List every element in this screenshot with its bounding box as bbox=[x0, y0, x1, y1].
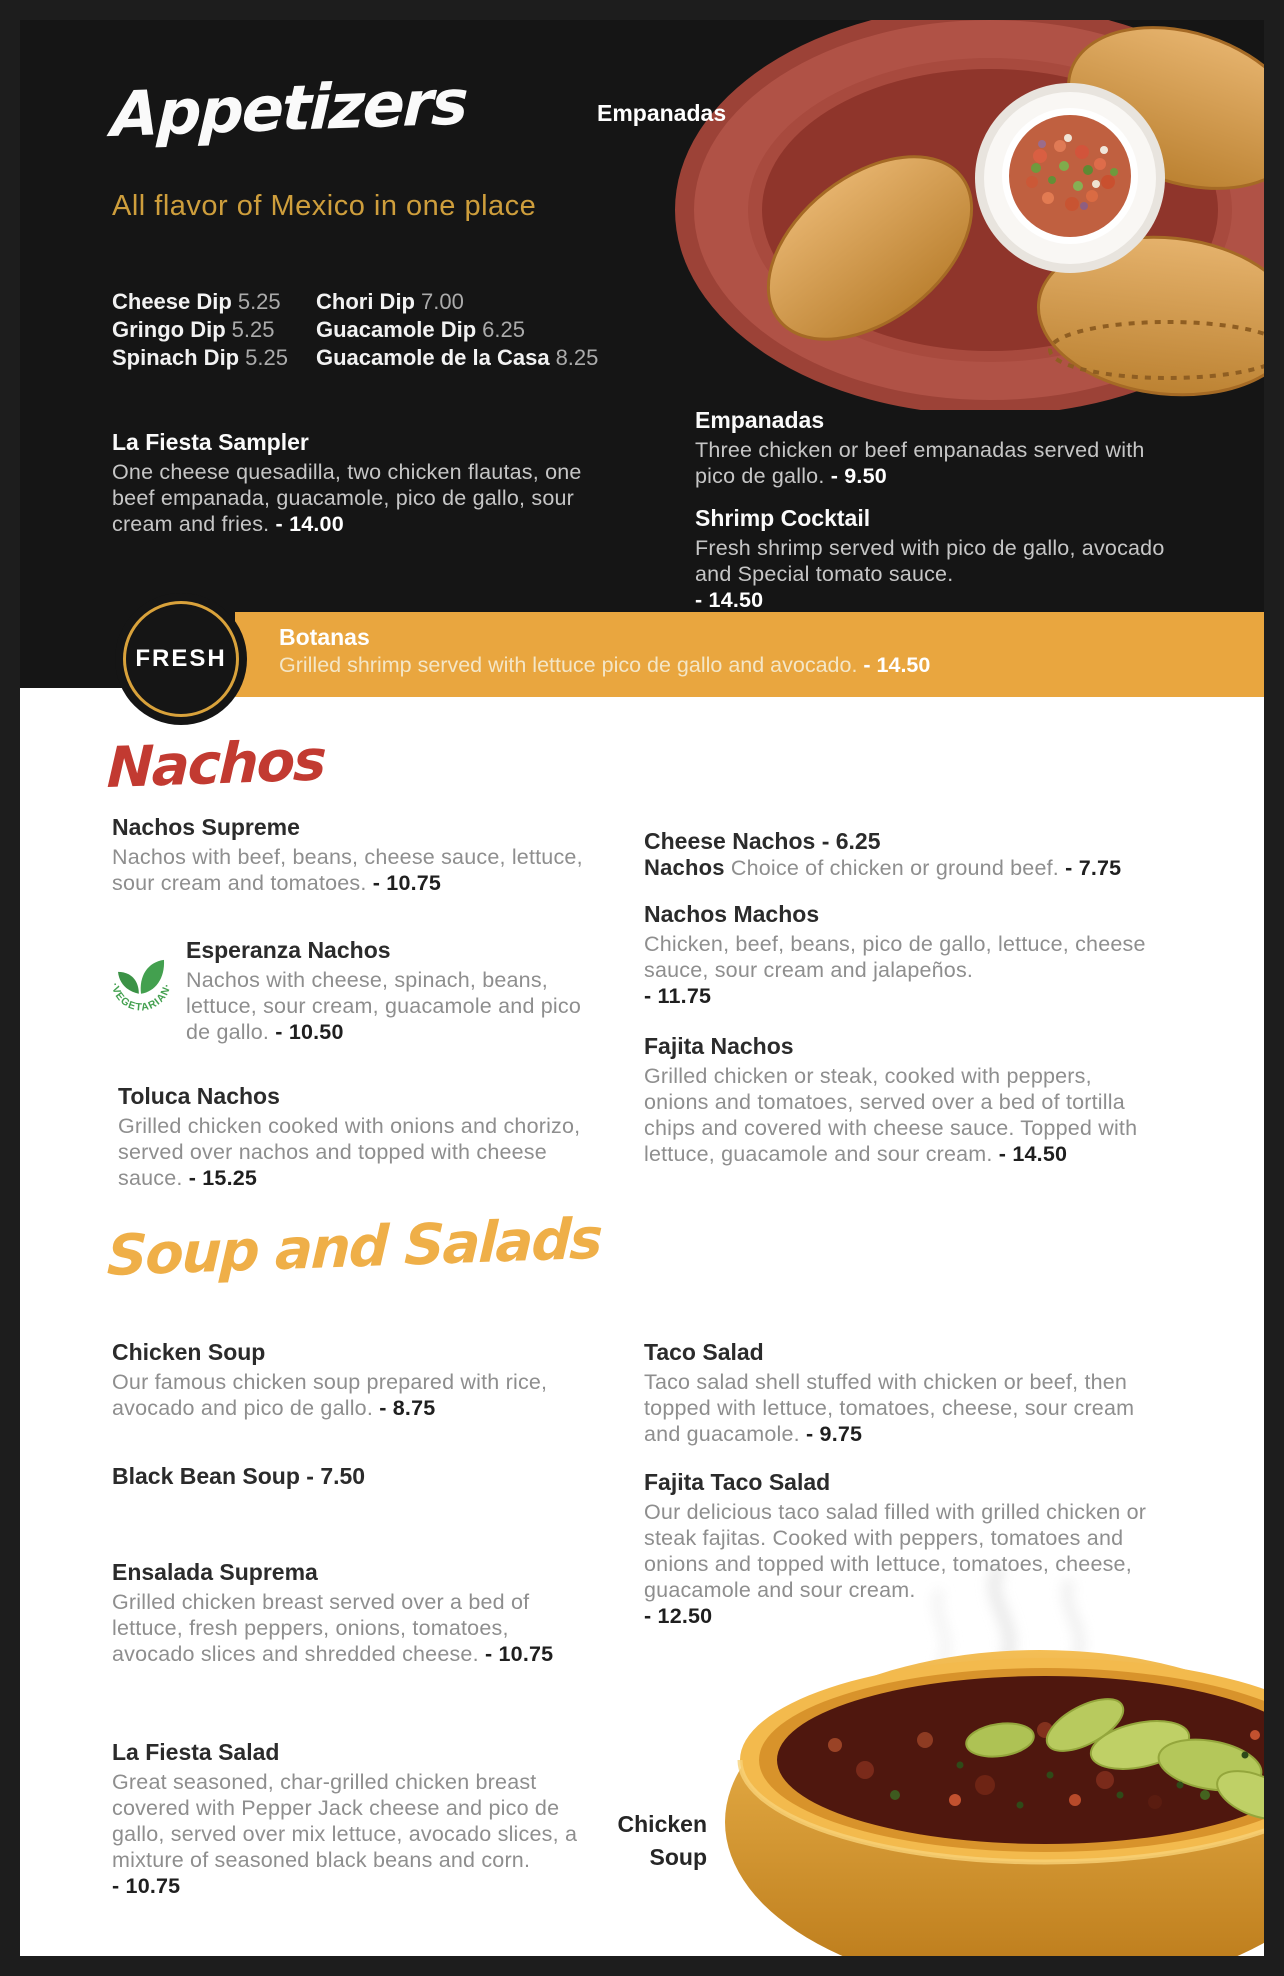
item-desc bbox=[112, 1369, 592, 1421]
dip-name: Guacamole de la Casa bbox=[316, 345, 550, 370]
menu-item-ensalada-suprema bbox=[112, 1558, 582, 1667]
menu-item-nachos-machos bbox=[644, 900, 1154, 1009]
menu-page bbox=[20, 20, 1264, 1956]
item-price-line bbox=[695, 587, 1185, 613]
dip-item bbox=[112, 344, 288, 372]
banner-item-name: Botanas bbox=[279, 624, 370, 650]
item-price: - 9.50 bbox=[830, 464, 887, 488]
item-desc bbox=[186, 967, 606, 1045]
menu-item-fajita-taco-salad bbox=[644, 1468, 1164, 1629]
empanadas-photo-label: Empanadas bbox=[597, 100, 727, 126]
item-name: Toluca Nachos bbox=[118, 1083, 280, 1109]
item-name: Esperanza Nachos bbox=[186, 937, 391, 963]
item-desc-text: Grilled chicken breast served over a bed of lettuce, fresh peppers, onions, tomatoes, avocado slices and shredded cheese. bbox=[112, 1590, 530, 1666]
menu-item-la-fiesta-sampler bbox=[112, 428, 602, 537]
item-price-line bbox=[644, 1603, 1164, 1629]
menu-item-shrimp-cocktail bbox=[695, 504, 1185, 613]
dip-item bbox=[316, 316, 598, 344]
dip-item bbox=[112, 288, 288, 316]
item-price: - 8.75 bbox=[379, 1396, 436, 1420]
item-name: Nachos Machos bbox=[644, 901, 820, 927]
banner-item-desc bbox=[279, 651, 1264, 679]
item-desc bbox=[118, 1113, 588, 1191]
banner-desc-text: Grilled shrimp served with lettuce pico de gallo and avocado. bbox=[279, 653, 858, 677]
item-name: Fajita Nachos bbox=[644, 1033, 794, 1059]
fresh-badge bbox=[115, 593, 247, 725]
item-desc bbox=[644, 931, 1154, 983]
appetizers-subtitle: All flavor of Mexico in one place bbox=[112, 190, 537, 222]
item-name: Black Bean Soup - 7.50 bbox=[112, 1463, 366, 1489]
dip-name: Chori Dip bbox=[316, 289, 415, 314]
item-price: - 11.75 bbox=[644, 984, 712, 1008]
item-price: - 14.50 bbox=[695, 588, 764, 612]
item-desc bbox=[112, 1589, 582, 1667]
leaf-large bbox=[141, 960, 164, 994]
dip-price: 5.25 bbox=[245, 345, 288, 370]
item-price: - 12.50 bbox=[644, 1604, 713, 1628]
menu-item-taco-salad bbox=[644, 1338, 1159, 1447]
dip-price: 6.25 bbox=[482, 317, 525, 342]
fresh-badge-label: FRESH bbox=[135, 645, 227, 672]
item-desc bbox=[644, 1369, 1159, 1447]
dips-column-1 bbox=[112, 288, 288, 372]
empanadas-photo bbox=[620, 20, 1264, 410]
item-desc bbox=[112, 844, 592, 896]
item-name: Nachos Supreme bbox=[112, 814, 300, 840]
item-price: - 7.75 bbox=[1065, 856, 1122, 880]
menu-item-black-bean-soup bbox=[112, 1462, 592, 1493]
item-desc-text: Nachos with beef, beans, cheese sauce, lettuce, sour cream and tomatoes. bbox=[112, 845, 583, 895]
item-desc-text: Chicken, beef, beans, pico de gallo, lettuce, cheese sauce, sour cream and jalapeños. bbox=[644, 932, 1146, 982]
dip-name: Guacamole Dip bbox=[316, 317, 477, 342]
item-name: Empanadas bbox=[695, 407, 825, 433]
banner-item-price: - 14.50 bbox=[863, 653, 931, 677]
appetizers-section bbox=[20, 20, 1264, 688]
item-desc-text: Choice of chicken or ground beef. bbox=[730, 856, 1059, 880]
item-name: Ensalada Suprema bbox=[112, 1559, 318, 1585]
item-name: Taco Salad bbox=[644, 1339, 764, 1365]
dip-price: 8.25 bbox=[555, 345, 599, 370]
item-price: - 10.50 bbox=[275, 1020, 344, 1044]
chicken-soup-photo-label: Chicken Soup bbox=[617, 1811, 707, 1870]
menu-item-la-fiesta-salad bbox=[112, 1738, 602, 1899]
item-name: Chicken Soup bbox=[112, 1339, 266, 1365]
empanadas-photo-art bbox=[620, 20, 1264, 410]
dip-item bbox=[112, 316, 288, 344]
menu-item-empanadas bbox=[695, 406, 1185, 489]
item-name: La Fiesta Sampler bbox=[112, 429, 309, 455]
item-desc-text: Our delicious taco salad filled with grilled chicken or steak fajitas. Cooked with peppers, tomatoes and onions and topped with lettuce, tomatoes, cheese, guacamole and sour cream. bbox=[644, 1500, 1147, 1602]
dip-price: 5.25 bbox=[231, 317, 275, 342]
item-price: - 10.75 bbox=[372, 871, 442, 895]
botanas-banner bbox=[235, 612, 1264, 697]
item-desc bbox=[644, 1063, 1154, 1167]
menu-item-esperanza-nachos bbox=[106, 936, 606, 1045]
item-name: Shrimp Cocktail bbox=[695, 505, 871, 531]
nachos-heading: Nachos bbox=[106, 728, 326, 801]
item-desc-text: One cheese quesadilla, two chicken flautas, one beef empanada, guacamole, pico de gallo, sour cream and fries. bbox=[112, 460, 582, 536]
menu-item-chicken-soup bbox=[112, 1338, 592, 1421]
vegetarian-icon bbox=[106, 950, 176, 1020]
item-name: Fajita Taco Salad bbox=[644, 1469, 831, 1495]
item-desc bbox=[695, 437, 1185, 489]
item-price-line bbox=[644, 983, 1154, 1009]
item-price: - 10.75 bbox=[484, 1642, 554, 1666]
item-price: - 14.00 bbox=[275, 512, 344, 536]
menu-item-nachos bbox=[644, 855, 1154, 881]
item-price: - 9.75 bbox=[806, 1422, 863, 1446]
dip-item bbox=[316, 288, 598, 316]
dip-item bbox=[316, 344, 598, 372]
menu-item-fajita-nachos bbox=[644, 1032, 1154, 1167]
item-price: - 15.25 bbox=[188, 1166, 258, 1190]
menu-item-nachos-supreme bbox=[112, 813, 592, 896]
item-name: La Fiesta Salad bbox=[112, 1739, 280, 1765]
dip-name: Cheese Dip bbox=[112, 289, 232, 314]
item-desc-text: Grilled chicken cooked with onions and chorizo, served over nachos and topped with cheese sauce. bbox=[118, 1114, 581, 1190]
item-desc bbox=[112, 1769, 602, 1899]
item-desc-text: Taco salad shell stuffed with chicken or beef, then topped with lettuce, tomatoes, cheese, sour cream and guacamole. bbox=[644, 1370, 1135, 1446]
dips-column-2 bbox=[316, 288, 598, 372]
item-desc bbox=[695, 535, 1185, 587]
item-desc-text: Our famous chicken soup prepared with rice, avocado and pico de gallo. bbox=[112, 1370, 548, 1420]
item-name: Cheese Nachos - 6.25 bbox=[644, 828, 881, 854]
item-desc bbox=[112, 459, 602, 537]
item-desc bbox=[644, 1499, 1164, 1603]
item-name: Nachos bbox=[644, 855, 725, 880]
dip-name: Spinach Dip bbox=[112, 345, 240, 370]
dip-price: 5.25 bbox=[237, 289, 281, 314]
menu-item-toluca-nachos bbox=[118, 1082, 588, 1191]
item-desc-text: Fresh shrimp served with pico de gallo, avocado and Special tomato sauce. bbox=[695, 536, 1165, 586]
vegetarian-badge-text: ·VEGETARIAN· bbox=[108, 982, 174, 1014]
item-desc-text: Nachos with cheese, spinach, beans, lettuce, sour cream, guacamole and pico de gallo. bbox=[186, 968, 582, 1044]
item-desc-text: Grilled chicken or steak, cooked with peppers, onions and tomatoes, served over a bed of tortilla chips and covered with cheese sauce. Topped with lettuce, guacamole and sour cream. bbox=[644, 1064, 1138, 1166]
dip-price: 7.00 bbox=[421, 289, 464, 314]
item-price: - 10.75 bbox=[112, 1874, 181, 1898]
soup-and-salads-heading: Soup and Salads bbox=[106, 1206, 602, 1289]
item-desc-text: Three chicken or beef empanadas served with pico de gallo. bbox=[695, 438, 1145, 488]
menu-item-cheese-nachos bbox=[644, 827, 1154, 881]
item-price: - 14.50 bbox=[998, 1142, 1068, 1166]
dip-name: Gringo Dip bbox=[112, 317, 226, 342]
item-desc-text: Great seasoned, char-grilled chicken breast covered with Pepper Jack cheese and pico de gallo, served over mix lettuce, avocado slices, a mixture of seasoned black beans and corn. bbox=[112, 1770, 578, 1872]
appetizers-heading: Appetizers bbox=[110, 65, 468, 151]
